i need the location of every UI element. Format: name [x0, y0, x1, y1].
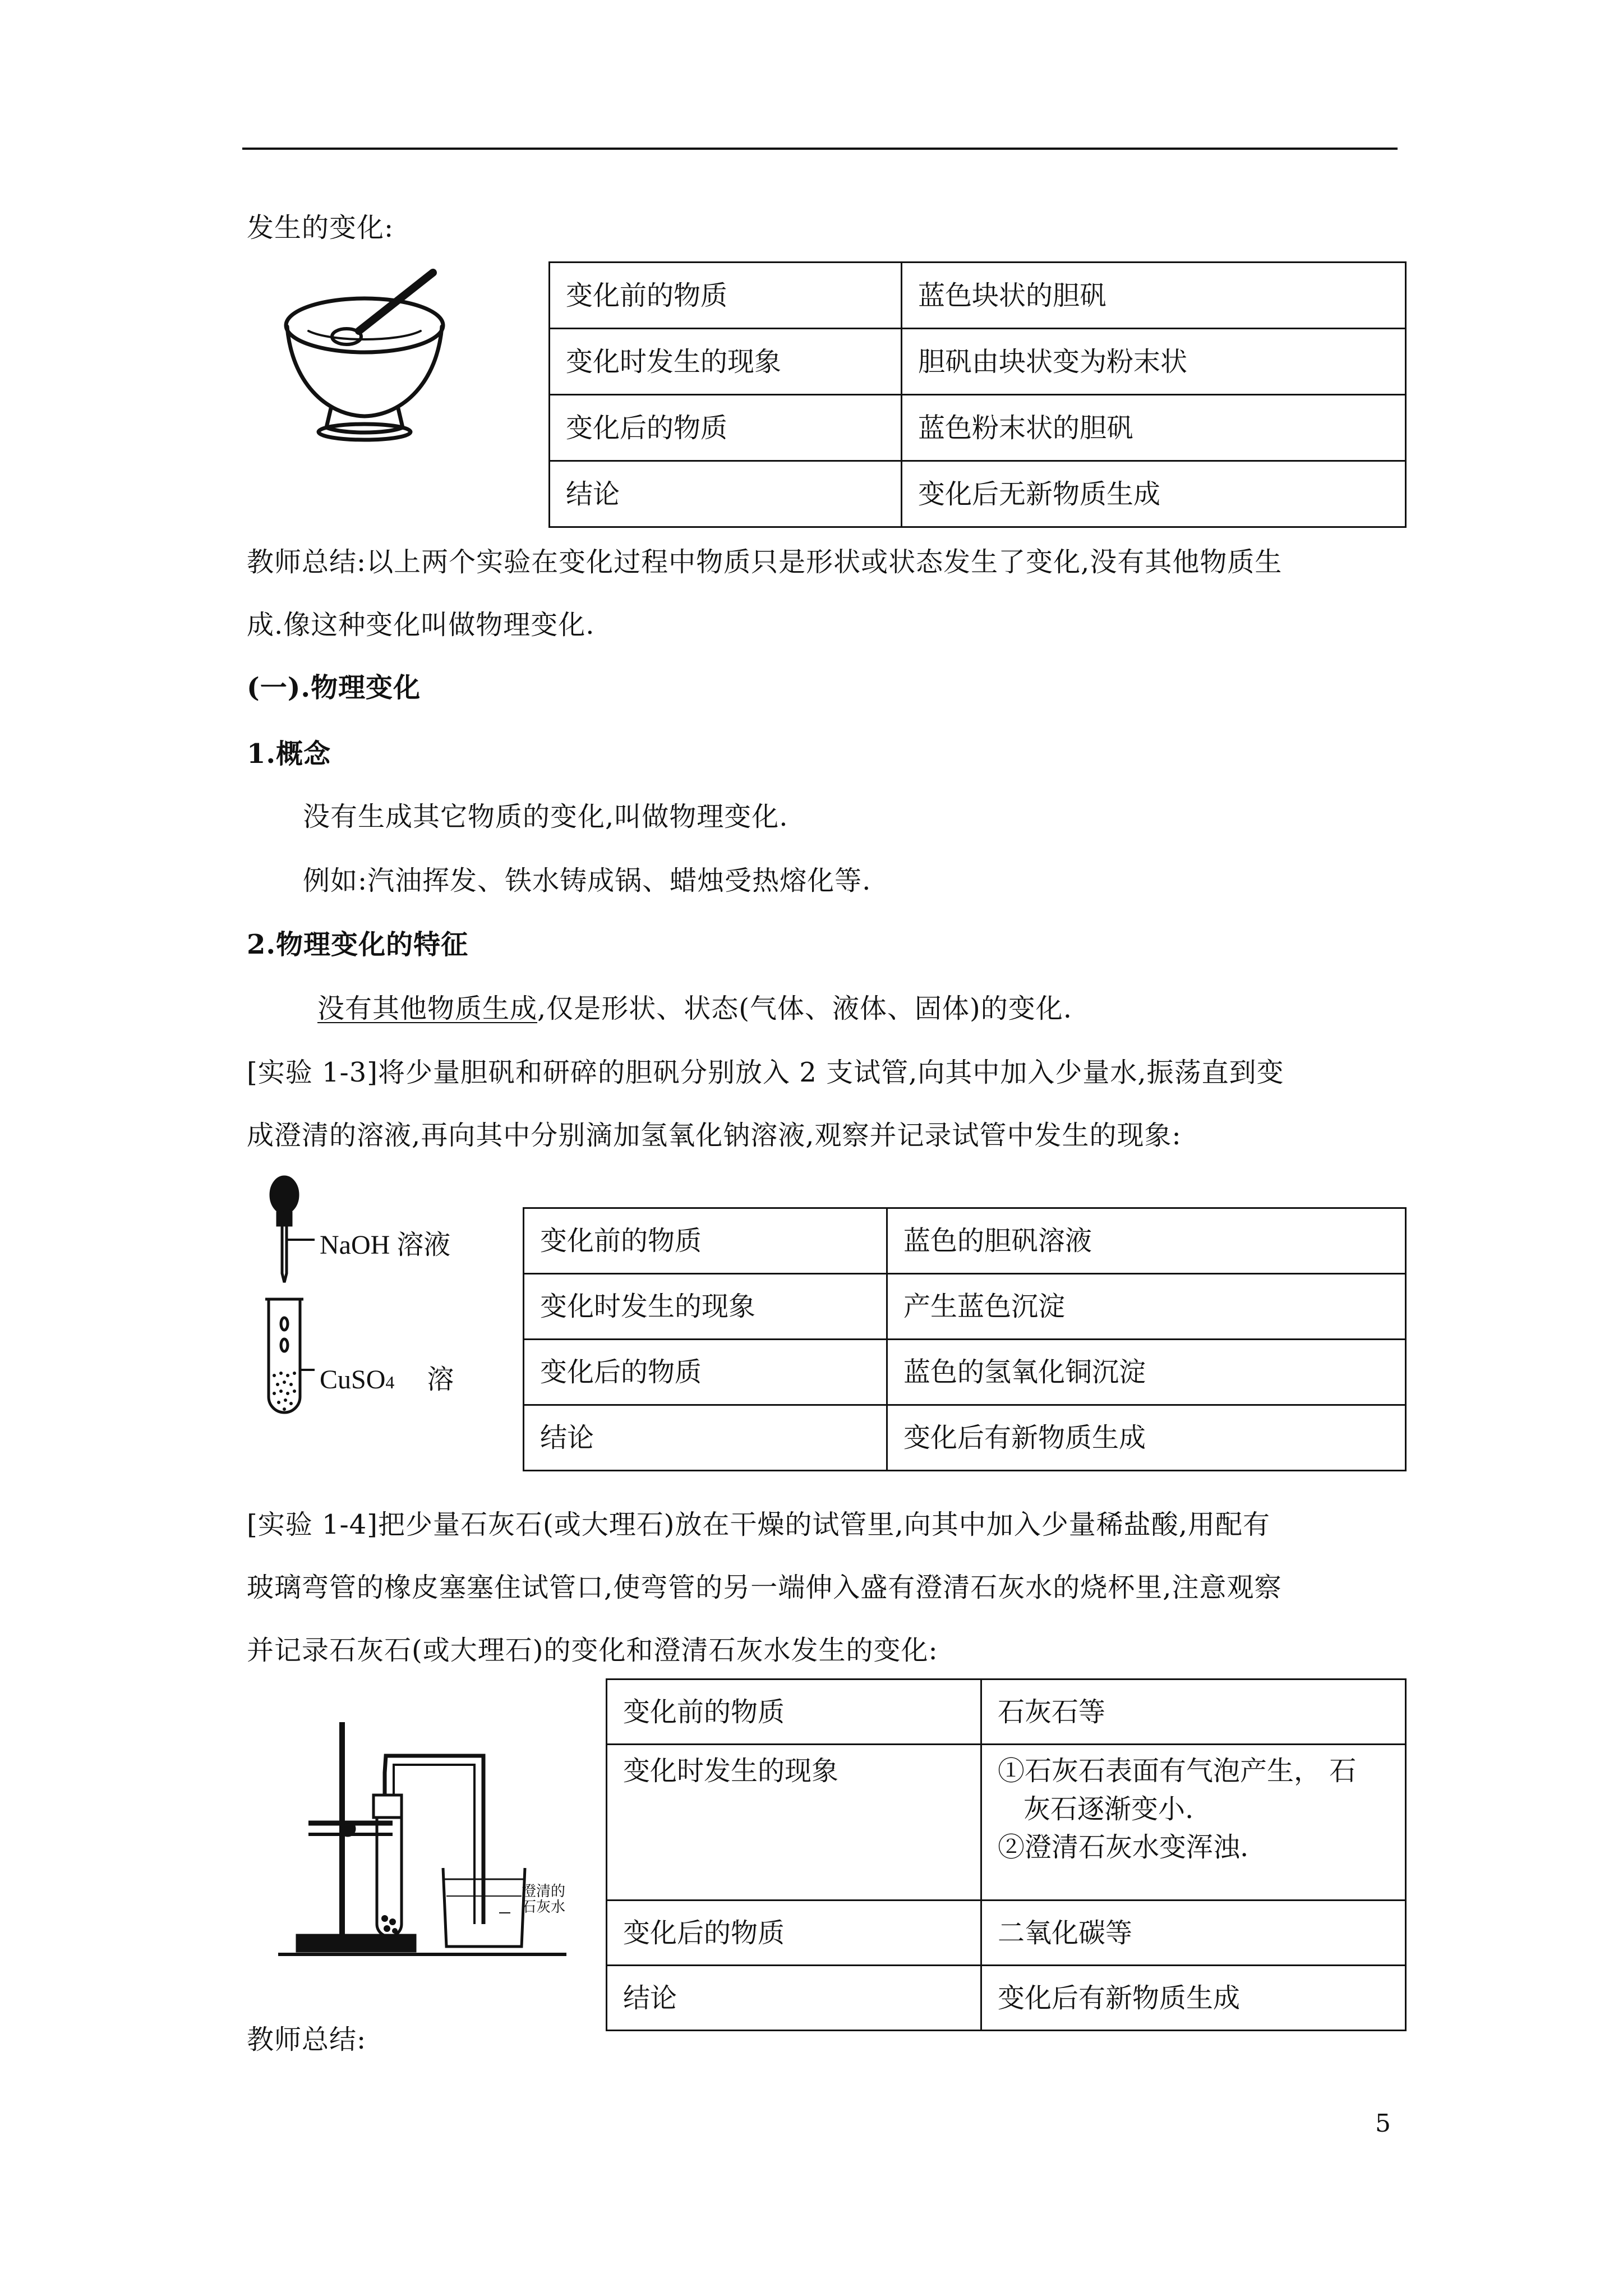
table-cell: 蓝色的胆矾溶液: [887, 1208, 1406, 1274]
experiment-1-4-line-1: [实验 1-4]把少量石灰石(或大理石)放在干燥的试管里,向其中加入少量稀盐酸,用配有: [247, 1509, 1270, 1540]
table-row: [607, 1966, 1406, 2031]
phenomenon-1b: 灰石逐渐变小.: [1023, 1793, 1194, 1825]
phenomenon-1a: ①石灰石表面有气泡产生， 石: [998, 1755, 1357, 1787]
table-cell: 变化后有新物质生成: [981, 1966, 1406, 2031]
experiment-1-3-line-2: 成澄清的溶液,再向其中分别滴加氢氧化钠溶液,观察并记录试管中发生的现象:: [247, 1120, 1182, 1151]
table-cell: 蓝色块状的胆矾: [902, 263, 1406, 329]
limewater-label-line-1: 澄清的: [522, 1883, 566, 1900]
mortar-pestle-figure: [275, 264, 454, 454]
experiment-1-4-line-3: 并记录石灰石(或大理石)的变化和澄清石灰水发生的变化:: [247, 1635, 938, 1666]
table-cell-multiline: [981, 1745, 1406, 1901]
cuso4-subscript: 4: [385, 1372, 395, 1392]
table-cell: 变化后的物质: [607, 1901, 981, 1966]
limewater-label: [522, 1884, 565, 1915]
table-cell: 结论: [524, 1405, 887, 1471]
table-cell: 变化时发生的现象: [524, 1274, 887, 1340]
concept-definition: 没有生成其它物质的变化,叫做物理变化.: [303, 801, 789, 832]
table-cell: 胆矾由块状变为粉末状: [902, 329, 1406, 395]
table-cell: 结论: [607, 1966, 981, 2031]
feature-heading: 2.物理变化的特征: [247, 929, 469, 960]
table-cell: 变化前的物质: [550, 263, 902, 329]
table-cell: 变化后的物质: [550, 395, 902, 461]
table-limestone-reaction: [606, 1678, 1407, 2031]
teacher-summary-line-1: 教师总结:以上两个实验在变化过程中物质只是形状或状态发生了变化,没有其他物质生: [247, 546, 1283, 578]
table-row: [524, 1274, 1406, 1340]
experiment-1-4-line-2: 玻璃弯管的橡皮塞塞住试管口,使弯管的另一端伸入盛有澄清石灰水的烧杯里,注意观察: [247, 1572, 1282, 1603]
table-row: [550, 395, 1406, 461]
cuso4-formula: CuSO: [320, 1365, 386, 1395]
phenomenon-2: ②澄清石灰水变浑浊.: [998, 1832, 1249, 1863]
table-row: [607, 1901, 1406, 1966]
feature-rest: ,仅是形状、状态(气体、液体、固体)的变化.: [537, 993, 1072, 1024]
table-cell: 二氧化碳等: [981, 1901, 1406, 1966]
table-cell: 变化后无新物质生成: [902, 461, 1406, 527]
feature-text: [317, 992, 1072, 1025]
page-number: 5: [1375, 2109, 1391, 2138]
table-row: [550, 263, 1406, 329]
limewater-label-line-2: 石灰水: [522, 1899, 566, 1916]
table-row: [524, 1208, 1406, 1274]
cuso4-solution-label: [320, 1358, 454, 1396]
table-row: [550, 461, 1406, 527]
concept-heading: 1.概念: [247, 738, 331, 770]
table-cell: 变化时发生的现象: [607, 1745, 981, 1901]
teacher-summary-2: 教师总结:: [247, 2024, 367, 2055]
table-cell: 变化后的物质: [524, 1340, 887, 1405]
table-cell: 蓝色粉末状的胆矾: [902, 395, 1406, 461]
table-row: [607, 1680, 1406, 1745]
experiment-1-3-line-1: [实验 1-3]将少量胆矾和研碎的胆矾分别放入 2 支试管,向其中加入少量水,振荡直到变: [247, 1057, 1284, 1088]
intro-line: 发生的变化:: [247, 212, 394, 243]
feature-emphasis: 没有其他物质生成: [317, 993, 538, 1024]
table-cell: 变化前的物质: [524, 1208, 887, 1274]
table-copper-hydroxide-reaction: [523, 1207, 1407, 1471]
table-cell: 石灰石等: [981, 1680, 1406, 1745]
header-rule: [242, 148, 1398, 150]
concept-example: 例如:汽油挥发、铁水铸成锅、蜡烛受热熔化等.: [303, 865, 872, 896]
naoh-solution-label: NaOH 溶液: [320, 1230, 451, 1260]
table-cell: 变化时发生的现象: [550, 329, 902, 395]
table-cell: 结论: [550, 461, 902, 527]
table-row: [550, 329, 1406, 395]
table-row: [524, 1340, 1406, 1405]
table-row: [524, 1405, 1406, 1471]
table-cell: 蓝色的氢氧化铜沉淀: [887, 1340, 1406, 1405]
cuso4-suffix: 溶: [427, 1365, 454, 1395]
table-row: [607, 1745, 1406, 1901]
table-cell: 变化前的物质: [607, 1680, 981, 1745]
table-cell: 变化后有新物质生成: [887, 1405, 1406, 1471]
section-heading: (一).物理变化: [247, 672, 421, 703]
table-cell: 产生蓝色沉淀: [887, 1274, 1406, 1340]
table-copper-sulfate-grinding: [548, 261, 1407, 528]
limestone-apparatus-figure: [275, 1711, 566, 1969]
teacher-summary-line-2: 成.像这种变化叫做物理变化.: [247, 609, 595, 641]
dropper-test-tube-figure: [255, 1172, 322, 1419]
